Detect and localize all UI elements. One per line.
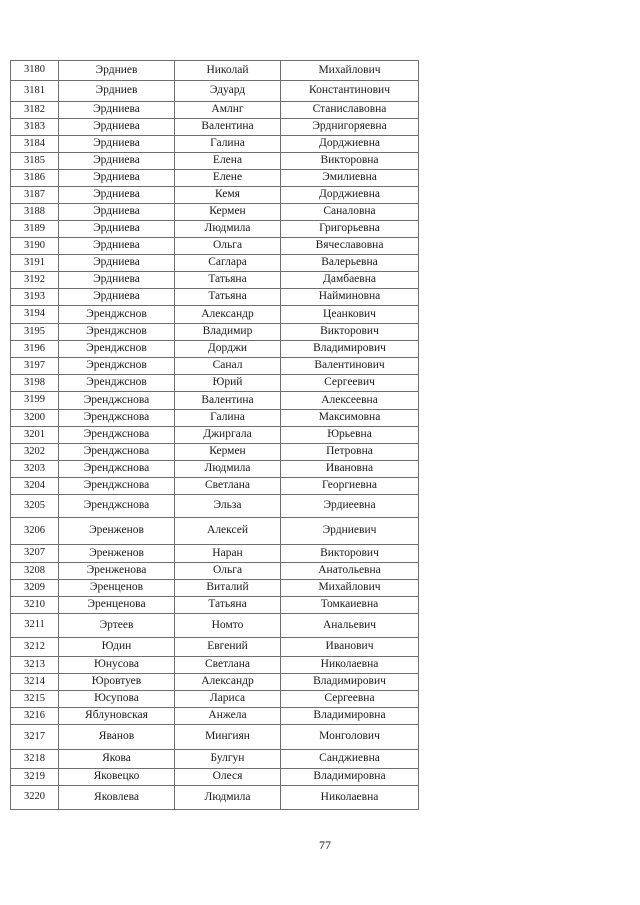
row-number: 3218 [11,750,59,769]
patronymic-cell: Викторовна [281,153,419,170]
patronymic-cell: Максимовна [281,410,419,427]
patronymic-cell: Михайлович [281,61,419,81]
row-number: 3201 [11,427,59,444]
table-body [11,61,419,810]
first-name-cell: Эльза [175,495,281,518]
table-row [11,324,419,341]
patronymic-cell: Дамбаевна [281,272,419,289]
surname-cell: Эренженова [59,563,175,580]
first-name-cell: Валентина [175,119,281,136]
patronymic-cell: Константинович [281,81,419,102]
surname-cell: Эренджснова [59,427,175,444]
surname-cell: Эренджснова [59,461,175,478]
patronymic-cell: Валерьевна [281,255,419,272]
row-number: 3188 [11,204,59,221]
row-number: 3181 [11,81,59,102]
patronymic-cell: Станиславовна [281,102,419,119]
voters-list-table [10,60,419,810]
surname-cell: Эренценова [59,597,175,614]
first-name-cell: Татьяна [175,597,281,614]
patronymic-cell: Сергеевна [281,691,419,708]
table-row [11,410,419,427]
surname-cell: Эренджснова [59,478,175,495]
first-name-cell: Владимир [175,324,281,341]
patronymic-cell: Владимирович [281,674,419,691]
table-row [11,691,419,708]
first-name-cell: Булгун [175,750,281,769]
surname-cell: Яковлева [59,786,175,810]
surname-cell: Эртеев [59,614,175,638]
patronymic-cell: Анатольевна [281,563,419,580]
table-row [11,289,419,306]
row-number: 3219 [11,769,59,786]
row-number: 3216 [11,708,59,725]
first-name-cell: Алексей [175,518,281,545]
patronymic-cell: Эрднигоряевна [281,119,419,136]
table-row [11,187,419,204]
surname-cell: Эренджснов [59,341,175,358]
patronymic-cell: Михайлович [281,580,419,597]
table-row [11,444,419,461]
first-name-cell: Ольга [175,238,281,255]
table-row [11,614,419,638]
first-name-cell: Эдуард [175,81,281,102]
patronymic-cell: Эмилиевна [281,170,419,187]
patronymic-cell: Анальевич [281,614,419,638]
patronymic-cell: Викторович [281,324,419,341]
surname-cell: Яковецко [59,769,175,786]
row-number: 3190 [11,238,59,255]
surname-cell: Эрдниева [59,170,175,187]
first-name-cell: Николай [175,61,281,81]
row-number: 3191 [11,255,59,272]
surname-cell: Яванов [59,725,175,750]
surname-cell: Эренджснова [59,410,175,427]
row-number: 3196 [11,341,59,358]
row-number: 3214 [11,674,59,691]
surname-cell: Эренджснов [59,375,175,392]
surname-cell: Эренджснов [59,324,175,341]
table-row [11,518,419,545]
patronymic-cell: Владимировна [281,769,419,786]
patronymic-cell: Эрдиеевна [281,495,419,518]
surname-cell: Эренженов [59,518,175,545]
table-row [11,427,419,444]
row-number: 3189 [11,221,59,238]
surname-cell: Эрдниева [59,204,175,221]
first-name-cell: Людмила [175,461,281,478]
first-name-cell: Людмила [175,221,281,238]
first-name-cell: Дорджи [175,341,281,358]
table-row [11,255,419,272]
row-number: 3187 [11,187,59,204]
row-number: 3186 [11,170,59,187]
surname-cell: Эрдниева [59,187,175,204]
first-name-cell: Александр [175,674,281,691]
table-row [11,375,419,392]
row-number: 3220 [11,786,59,810]
table-row [11,657,419,674]
first-name-cell: Виталий [175,580,281,597]
row-number: 3215 [11,691,59,708]
first-name-cell: Анжела [175,708,281,725]
row-number: 3183 [11,119,59,136]
table-row [11,725,419,750]
table-row [11,786,419,810]
surname-cell: Эрдниев [59,81,175,102]
row-number: 3208 [11,563,59,580]
first-name-cell: Наран [175,545,281,563]
surname-cell: Эрдниева [59,136,175,153]
patronymic-cell: Дорджиевна [281,136,419,153]
surname-cell: Эрдниева [59,153,175,170]
surname-cell: Эрдниева [59,102,175,119]
patronymic-cell: Георгиевна [281,478,419,495]
first-name-cell: Татьяна [175,272,281,289]
patronymic-cell: Петровна [281,444,419,461]
first-name-cell: Александр [175,306,281,324]
table-row [11,563,419,580]
surname-cell: Эрдниева [59,289,175,306]
patronymic-cell: Вячеславовна [281,238,419,255]
first-name-cell: Светлана [175,657,281,674]
row-number: 3217 [11,725,59,750]
table-row [11,221,419,238]
patronymic-cell: Ивановна [281,461,419,478]
table-row [11,461,419,478]
first-name-cell: Валентина [175,392,281,410]
patronymic-cell: Иванович [281,638,419,657]
row-number: 3200 [11,410,59,427]
first-name-cell: Номто [175,614,281,638]
row-number: 3207 [11,545,59,563]
row-number: 3210 [11,597,59,614]
patronymic-cell: Николаевна [281,786,419,810]
surname-cell: Эренджснова [59,444,175,461]
surname-cell: Эренженов [59,545,175,563]
patronymic-cell: Владимирович [281,341,419,358]
table-row [11,341,419,358]
table-row [11,153,419,170]
surname-cell: Юнусова [59,657,175,674]
surname-cell: Якова [59,750,175,769]
first-name-cell: Амлнг [175,102,281,119]
first-name-cell: Татьяна [175,289,281,306]
first-name-cell: Ольга [175,563,281,580]
table-row [11,272,419,289]
first-name-cell: Лариса [175,691,281,708]
surname-cell: Эренджснова [59,495,175,518]
table-row [11,708,419,725]
patronymic-cell: Томкаиевна [281,597,419,614]
first-name-cell: Елена [175,153,281,170]
surname-cell: Эренджснова [59,392,175,410]
patronymic-cell: Сергеевич [281,375,419,392]
table-row [11,102,419,119]
row-number: 3202 [11,444,59,461]
row-number: 3212 [11,638,59,657]
row-number: 3185 [11,153,59,170]
table-row [11,61,419,81]
patronymic-cell: Дорджиевна [281,187,419,204]
patronymic-cell: Валентинович [281,358,419,375]
table-row [11,674,419,691]
surname-cell: Юдин [59,638,175,657]
page-number: 77 [319,838,331,852]
patronymic-cell: Санджиевна [281,750,419,769]
first-name-cell: Мингиян [175,725,281,750]
row-number: 3211 [11,614,59,638]
surname-cell: Эренджснов [59,358,175,375]
first-name-cell: Саглара [175,255,281,272]
row-number: 3195 [11,324,59,341]
table-row [11,750,419,769]
first-name-cell: Светлана [175,478,281,495]
row-number: 3198 [11,375,59,392]
surname-cell: Эрдниева [59,255,175,272]
first-name-cell: Кемя [175,187,281,204]
row-number: 3205 [11,495,59,518]
row-number: 3193 [11,289,59,306]
first-name-cell: Елене [175,170,281,187]
patronymic-cell: Эрдниевич [281,518,419,545]
first-name-cell: Галина [175,410,281,427]
row-number: 3203 [11,461,59,478]
first-name-cell: Санал [175,358,281,375]
patronymic-cell: Владимировна [281,708,419,725]
patronymic-cell: Николаевна [281,657,419,674]
table-row [11,119,419,136]
patronymic-cell: Юрьевна [281,427,419,444]
patronymic-cell: Найминовна [281,289,419,306]
row-number: 3182 [11,102,59,119]
row-number: 3199 [11,392,59,410]
table-row [11,478,419,495]
table-row [11,769,419,786]
patronymic-cell: Монголович [281,725,419,750]
table-row [11,136,419,153]
row-number: 3180 [11,61,59,81]
surname-cell: Яблуновская [59,708,175,725]
first-name-cell: Юрий [175,375,281,392]
patronymic-cell: Викторович [281,545,419,563]
row-number: 3184 [11,136,59,153]
surname-cell: Юровтуев [59,674,175,691]
table-row [11,204,419,221]
row-number: 3213 [11,657,59,674]
first-name-cell: Олеся [175,769,281,786]
patronymic-cell: Алексеевна [281,392,419,410]
first-name-cell: Джиргала [175,427,281,444]
surname-cell: Эрдниева [59,221,175,238]
row-number: 3192 [11,272,59,289]
table-row [11,238,419,255]
table-row [11,392,419,410]
row-number: 3194 [11,306,59,324]
table-row [11,597,419,614]
table-row [11,358,419,375]
table-row [11,81,419,102]
first-name-cell: Людмила [175,786,281,810]
surname-cell: Эренджснов [59,306,175,324]
first-name-cell: Евгений [175,638,281,657]
row-number: 3209 [11,580,59,597]
patronymic-cell: Саналовна [281,204,419,221]
surname-cell: Юсупова [59,691,175,708]
surname-cell: Эрдниев [59,61,175,81]
table-row [11,545,419,563]
row-number: 3197 [11,358,59,375]
surname-cell: Эрдниева [59,272,175,289]
row-number: 3206 [11,518,59,545]
patronymic-cell: Григорьевна [281,221,419,238]
first-name-cell: Кермен [175,204,281,221]
table-row [11,638,419,657]
patronymic-cell: Цеанкович [281,306,419,324]
surname-cell: Эрдниева [59,119,175,136]
surname-cell: Эрдниева [59,238,175,255]
table-row [11,495,419,518]
first-name-cell: Галина [175,136,281,153]
surname-cell: Эренценов [59,580,175,597]
first-name-cell: Кермен [175,444,281,461]
table-row [11,580,419,597]
row-number: 3204 [11,478,59,495]
table-row [11,306,419,324]
table-row [11,170,419,187]
